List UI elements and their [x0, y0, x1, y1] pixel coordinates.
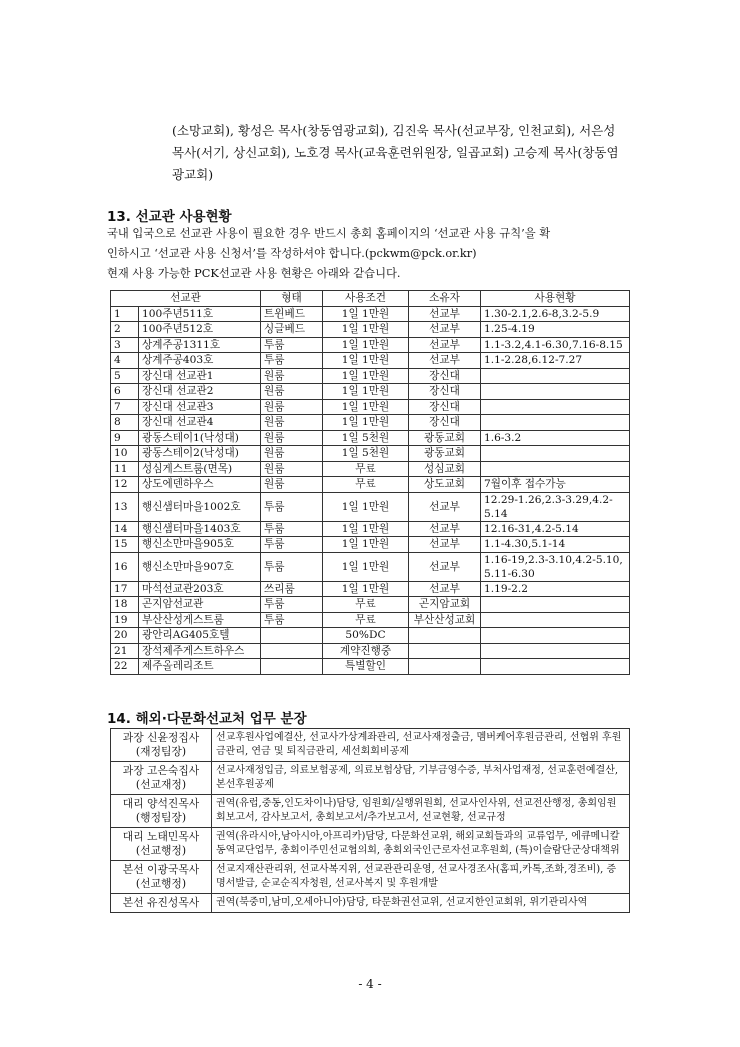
cell-type: 싱글베드 — [261, 322, 323, 338]
cell-name: 상계주공403호 — [139, 353, 261, 369]
staff-duty: 선교사재정입금, 의료보험공제, 의료보험상담, 기부금영수증, 부처사업재정, 선교훈련예결산, 본선후원공제 — [212, 762, 630, 795]
cell-type: 원룸 — [261, 368, 323, 384]
cell-type: 원룸 — [261, 415, 323, 431]
cell-owner — [409, 643, 481, 659]
cell-owner: 광동교회 — [409, 446, 481, 462]
cell-name: 장신대 선교관2 — [139, 384, 261, 400]
table-row — [111, 353, 630, 369]
duty-row — [111, 861, 630, 894]
cell-no: 8 — [111, 415, 139, 431]
cell-name: 장신대 선교관3 — [139, 399, 261, 415]
cell-name: 상도에덴하우스 — [139, 477, 261, 493]
cell-status — [481, 628, 630, 644]
cell-name: 행신샘터마을1002호 — [139, 492, 261, 521]
cell-name: 행신소만마을905호 — [139, 537, 261, 553]
cell-owner: 선교부 — [409, 537, 481, 553]
cell-type: 투룸 — [261, 552, 323, 581]
cell-owner: 장신대 — [409, 415, 481, 431]
table-row — [111, 581, 630, 597]
table-row — [111, 552, 630, 581]
table-row — [111, 368, 630, 384]
table-header-row — [111, 291, 630, 307]
staff-role: (행정팀장) — [135, 811, 187, 824]
cell-cond: 1일 1만원 — [323, 521, 409, 537]
cell-name: 부산산성게스트룸 — [139, 612, 261, 628]
cell-cond: 1일 1만원 — [323, 306, 409, 322]
cell-type — [261, 628, 323, 644]
cell-no: 11 — [111, 461, 139, 477]
header-house: 선교관 — [111, 291, 261, 307]
cell-type: 원룸 — [261, 430, 323, 446]
table-row — [111, 322, 630, 338]
cell-type: 원룸 — [261, 477, 323, 493]
cell-cond: 1일 1만원 — [323, 552, 409, 581]
cell-name: 광동스테이1(낙성대) — [139, 430, 261, 446]
table-row — [111, 628, 630, 644]
cell-no: 10 — [111, 446, 139, 462]
cell-cond: 1일 1만원 — [323, 399, 409, 415]
staff-name — [111, 762, 212, 795]
intro-line: 광교회) — [172, 167, 214, 182]
duty-row — [111, 828, 630, 861]
cell-owner: 광동교회 — [409, 430, 481, 446]
cell-cond: 무료 — [323, 597, 409, 613]
cell-cond: 1일 1만원 — [323, 384, 409, 400]
cell-name: 100주년512호 — [139, 322, 261, 338]
duty-row — [111, 795, 630, 828]
cell-type: 투룸 — [261, 337, 323, 353]
table-row — [111, 337, 630, 353]
cell-owner — [409, 628, 481, 644]
cell-name: 곤지암선교관 — [139, 597, 261, 613]
cell-status: 7월이후 접수가능 — [481, 477, 630, 493]
cell-name: 성심게스트룸(면목) — [139, 461, 261, 477]
table-row — [111, 521, 630, 537]
table-row — [111, 492, 630, 521]
cell-owner: 장신대 — [409, 399, 481, 415]
staff-name — [111, 795, 212, 828]
cell-name: 행신소만마을907호 — [139, 552, 261, 581]
cell-status: 12.16-31,4.2-5.14 — [481, 521, 630, 537]
cell-type: 쓰리룸 — [261, 581, 323, 597]
table-row — [111, 612, 630, 628]
staff-duty: 권역(북중미,남미,오세아니아)담당, 타문화권선교위, 선교지한인교회위, 위기관리사역 — [212, 894, 630, 913]
cell-type — [261, 643, 323, 659]
staff-name — [111, 729, 212, 762]
staff-title: 본선 유진성목사 — [122, 896, 200, 909]
staff-title: 과장 신윤정집사 — [122, 731, 200, 744]
cell-no: 20 — [111, 628, 139, 644]
cell-owner: 상도교회 — [409, 477, 481, 493]
cell-type: 원룸 — [261, 399, 323, 415]
cell-type: 투룸 — [261, 612, 323, 628]
cell-status — [481, 368, 630, 384]
cell-no: 6 — [111, 384, 139, 400]
cell-cond: 1일 1만원 — [323, 492, 409, 521]
cell-cond: 1일 1만원 — [323, 415, 409, 431]
cell-owner — [409, 659, 481, 675]
table-row — [111, 430, 630, 446]
cell-cond: 1일 1만원 — [323, 337, 409, 353]
cell-owner: 성심교회 — [409, 461, 481, 477]
cell-type: 투룸 — [261, 492, 323, 521]
cell-no: 12 — [111, 477, 139, 493]
section-14-title: 14. 해외·다문화선교처 업무 분장 — [107, 711, 307, 727]
duty-row — [111, 762, 630, 795]
section-13-description — [107, 224, 637, 284]
cell-owner: 선교부 — [409, 337, 481, 353]
cell-status — [481, 597, 630, 613]
table-row — [111, 446, 630, 462]
intro-line: (소망교회), 황성은 목사(창동염광교회), 김진욱 목사(선교부장, 인천교회), 서은성 — [172, 123, 616, 138]
staff-role: (재정팀장) — [135, 745, 187, 758]
cell-cond: 무료 — [323, 477, 409, 493]
cell-name: 광동스테이2(낙성대) — [139, 446, 261, 462]
duty-row — [111, 894, 630, 913]
staff-duty: 권역(유라시아,남아시아,아프리카)담당, 다문화선교위, 해외교회들과의 교류업무, 에큐메니칼동역교단업무, 총회이주민선교협의회, 총회외국인근로자선교후원회, (특)이슬람단군상대책위 — [212, 828, 630, 861]
cell-status — [481, 659, 630, 675]
cell-name: 제주올레리조트 — [139, 659, 261, 675]
staff-title: 본선 이광국목사 — [122, 863, 200, 876]
cell-status: 12.29-1.26,2.3-3.29,4.2-5.14 — [481, 492, 630, 521]
cell-status: 1.1-4.30,5.1-14 — [481, 537, 630, 553]
cell-no: 13 — [111, 492, 139, 521]
staff-name — [111, 861, 212, 894]
cell-status — [481, 612, 630, 628]
intro-paragraph — [172, 120, 642, 186]
cell-type: 트윈베드 — [261, 306, 323, 322]
cell-cond: 1일 1만원 — [323, 368, 409, 384]
cell-no: 1 — [111, 306, 139, 322]
cell-no: 15 — [111, 537, 139, 553]
cell-cond: 무료 — [323, 461, 409, 477]
cell-owner: 선교부 — [409, 306, 481, 322]
header-condition: 사용조건 — [323, 291, 409, 307]
table-row — [111, 399, 630, 415]
staff-role: (선교재정) — [135, 778, 187, 791]
cell-no: 19 — [111, 612, 139, 628]
staff-title: 대리 양석진목사 — [122, 797, 200, 810]
cell-owner: 선교부 — [409, 521, 481, 537]
cell-no: 21 — [111, 643, 139, 659]
cell-cond: 1일 1만원 — [323, 322, 409, 338]
cell-cond: 특별할인 — [323, 659, 409, 675]
cell-status: 1.16-19,2.3-3.10,4.2-5.10, 5.11-6.30 — [481, 552, 630, 581]
table-row — [111, 659, 630, 675]
header-status: 사용현황 — [481, 291, 630, 307]
duty-row — [111, 729, 630, 762]
cell-type: 투룸 — [261, 597, 323, 613]
table-row — [111, 461, 630, 477]
header-type: 형태 — [261, 291, 323, 307]
cell-cond: 50%DC — [323, 628, 409, 644]
cell-status: 1.19-2.2 — [481, 581, 630, 597]
staff-role: (선교행정) — [135, 877, 187, 890]
cell-status — [481, 643, 630, 659]
cell-owner: 곤지암교회 — [409, 597, 481, 613]
cell-type — [261, 659, 323, 675]
cell-status — [481, 415, 630, 431]
cell-cond: 1일 5천원 — [323, 446, 409, 462]
cell-owner: 선교부 — [409, 581, 481, 597]
cell-owner: 선교부 — [409, 353, 481, 369]
cell-no: 7 — [111, 399, 139, 415]
cell-status: 1.1-2.28,6.12-7.27 — [481, 353, 630, 369]
cell-type: 투룸 — [261, 521, 323, 537]
table-row — [111, 643, 630, 659]
cell-owner: 선교부 — [409, 322, 481, 338]
cell-status: 1.6-3.2 — [481, 430, 630, 446]
cell-no: 4 — [111, 353, 139, 369]
cell-name: 100주년511호 — [139, 306, 261, 322]
cell-name: 마석선교관203호 — [139, 581, 261, 597]
staff-role: (선교행정) — [135, 844, 187, 857]
cell-status — [481, 461, 630, 477]
table-row — [111, 477, 630, 493]
cell-status — [481, 384, 630, 400]
staff-duty: 선교후원사업예결산, 선교사가상계좌관리, 선교사재정출금, 멤버케어후원금관리, 선협위 후원금관리, 연금 및 퇴직금관리, 세선회회비공제 — [212, 729, 630, 762]
cell-status — [481, 399, 630, 415]
cell-type: 원룸 — [261, 446, 323, 462]
cell-cond: 1일 5천원 — [323, 430, 409, 446]
staff-name — [111, 894, 212, 913]
cell-no: 17 — [111, 581, 139, 597]
intro-line: 목사(서기, 상신교회), 노호경 목사(교육훈련위원장, 일곱교회) 고승제 목사(창동염 — [172, 145, 619, 160]
cell-cond: 1일 1만원 — [323, 581, 409, 597]
cell-name: 장신대 선교관1 — [139, 368, 261, 384]
cell-no: 9 — [111, 430, 139, 446]
section-13-title: 13. 선교관 사용현황 — [107, 209, 232, 225]
staff-duty: 권역(유럽,중동,인도차이나)담당, 임원회/실행위원회, 선교사인사위, 선교전산행정, 총회임원회보고서, 감사보고서, 총회보고서/추가보고서, 선교현황, 선교규정 — [212, 795, 630, 828]
staff-name — [111, 828, 212, 861]
table-row — [111, 597, 630, 613]
cell-name: 장신대 선교관4 — [139, 415, 261, 431]
table-row — [111, 415, 630, 431]
cell-owner: 장신대 — [409, 368, 481, 384]
cell-no: 16 — [111, 552, 139, 581]
cell-type: 원룸 — [261, 384, 323, 400]
cell-name: 장석제주게스트하우스 — [139, 643, 261, 659]
mission-house-table — [110, 290, 630, 675]
cell-status: 1.25-4.19 — [481, 322, 630, 338]
staff-title: 과장 고은숙집사 — [122, 764, 200, 777]
header-owner: 소유자 — [409, 291, 481, 307]
cell-type: 투룸 — [261, 353, 323, 369]
cell-status: 1.1-3.2,4.1-6.30,7.16-8.15 — [481, 337, 630, 353]
cell-no: 18 — [111, 597, 139, 613]
cell-owner: 부산산성교회 — [409, 612, 481, 628]
cell-name: 광안리AG405호텔 — [139, 628, 261, 644]
cell-cond: 무료 — [323, 612, 409, 628]
cell-type: 투룸 — [261, 537, 323, 553]
cell-status: 1.30-2.1,2.6-8,3.2-5.9 — [481, 306, 630, 322]
desc-line: 인하시고 ‘선교관 사용 신청서’를 작성하셔야 합니다.(pckwm@pck.or.kr) — [107, 247, 477, 260]
cell-cond: 계약진행중 — [323, 643, 409, 659]
table-row — [111, 306, 630, 322]
cell-cond: 1일 1만원 — [323, 353, 409, 369]
cell-no: 5 — [111, 368, 139, 384]
cell-cond: 1일 1만원 — [323, 537, 409, 553]
cell-owner: 장신대 — [409, 384, 481, 400]
cell-type: 원룸 — [261, 461, 323, 477]
table-row — [111, 537, 630, 553]
table-row — [111, 384, 630, 400]
staff-duty: 선교지재산관리위, 선교사복지위, 선교관관리운영, 선교사경조사(홈피,카톡,조화,경조비), 증명서발급, 순교순직자청원, 선교사복지 및 후원개발 — [212, 861, 630, 894]
cell-status — [481, 446, 630, 462]
cell-no: 3 — [111, 337, 139, 353]
cell-name: 행신샘터마을1403호 — [139, 521, 261, 537]
desc-line: 국내 입국으로 선교관 사용이 필요한 경우 반드시 총회 홈페이지의 ‘선교관 사용 규칙’을 확 — [107, 227, 551, 240]
desc-line: 현재 사용 가능한 PCK선교관 사용 현황은 아래와 같습니다. — [107, 267, 401, 280]
staff-title: 대리 노태민목사 — [122, 830, 200, 843]
cell-owner: 선교부 — [409, 492, 481, 521]
duty-table — [110, 728, 630, 913]
cell-name: 상계주공1311호 — [139, 337, 261, 353]
cell-owner: 선교부 — [409, 552, 481, 581]
cell-no: 14 — [111, 521, 139, 537]
cell-no: 2 — [111, 322, 139, 338]
page-number: - 4 - — [358, 977, 382, 991]
cell-no: 22 — [111, 659, 139, 675]
